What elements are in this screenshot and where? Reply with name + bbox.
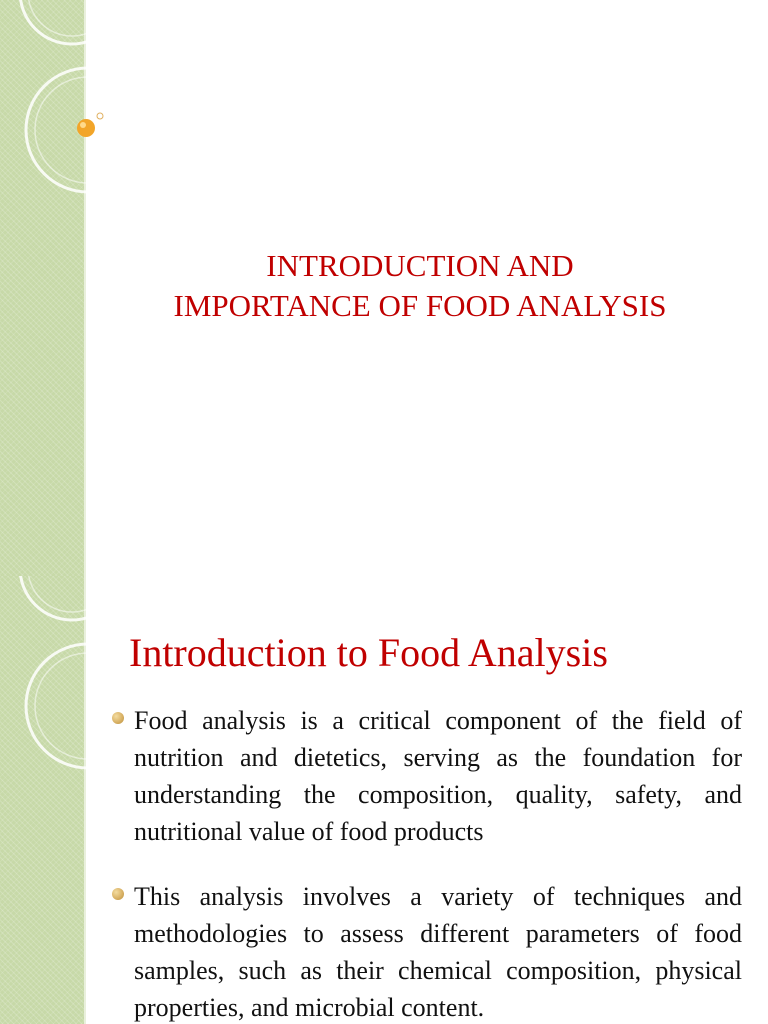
- slide-title-line-1: INTRODUCTION AND: [266, 248, 574, 283]
- slide-title-line-2: IMPORTANCE OF FOOD ANALYSIS: [173, 288, 667, 323]
- bullet-list: [110, 702, 742, 1024]
- slide-heading: Introduction to Food Analysis: [129, 630, 608, 675]
- slide-title: [90, 246, 750, 326]
- orange-dot-icon: [77, 119, 95, 137]
- list-item: [110, 878, 742, 1024]
- bullet-dot-icon: [112, 888, 124, 900]
- bullet-text: This analysis involves a variety of techniques and methodologies to assess different parameters of food samples, such as their chemical composition, physical properties, and microbial content.: [134, 882, 742, 1022]
- bullet-dot-icon: [112, 712, 124, 724]
- list-item: [110, 702, 742, 850]
- ring-decoration-icon: [0, 0, 140, 200]
- slide-2: [0, 576, 768, 1024]
- bullet-text: Food analysis is a critical component of the field of nutrition and dietetics, serving as the foundation for understanding the composition, quality, safety, and nutritional value of food products: [134, 706, 742, 846]
